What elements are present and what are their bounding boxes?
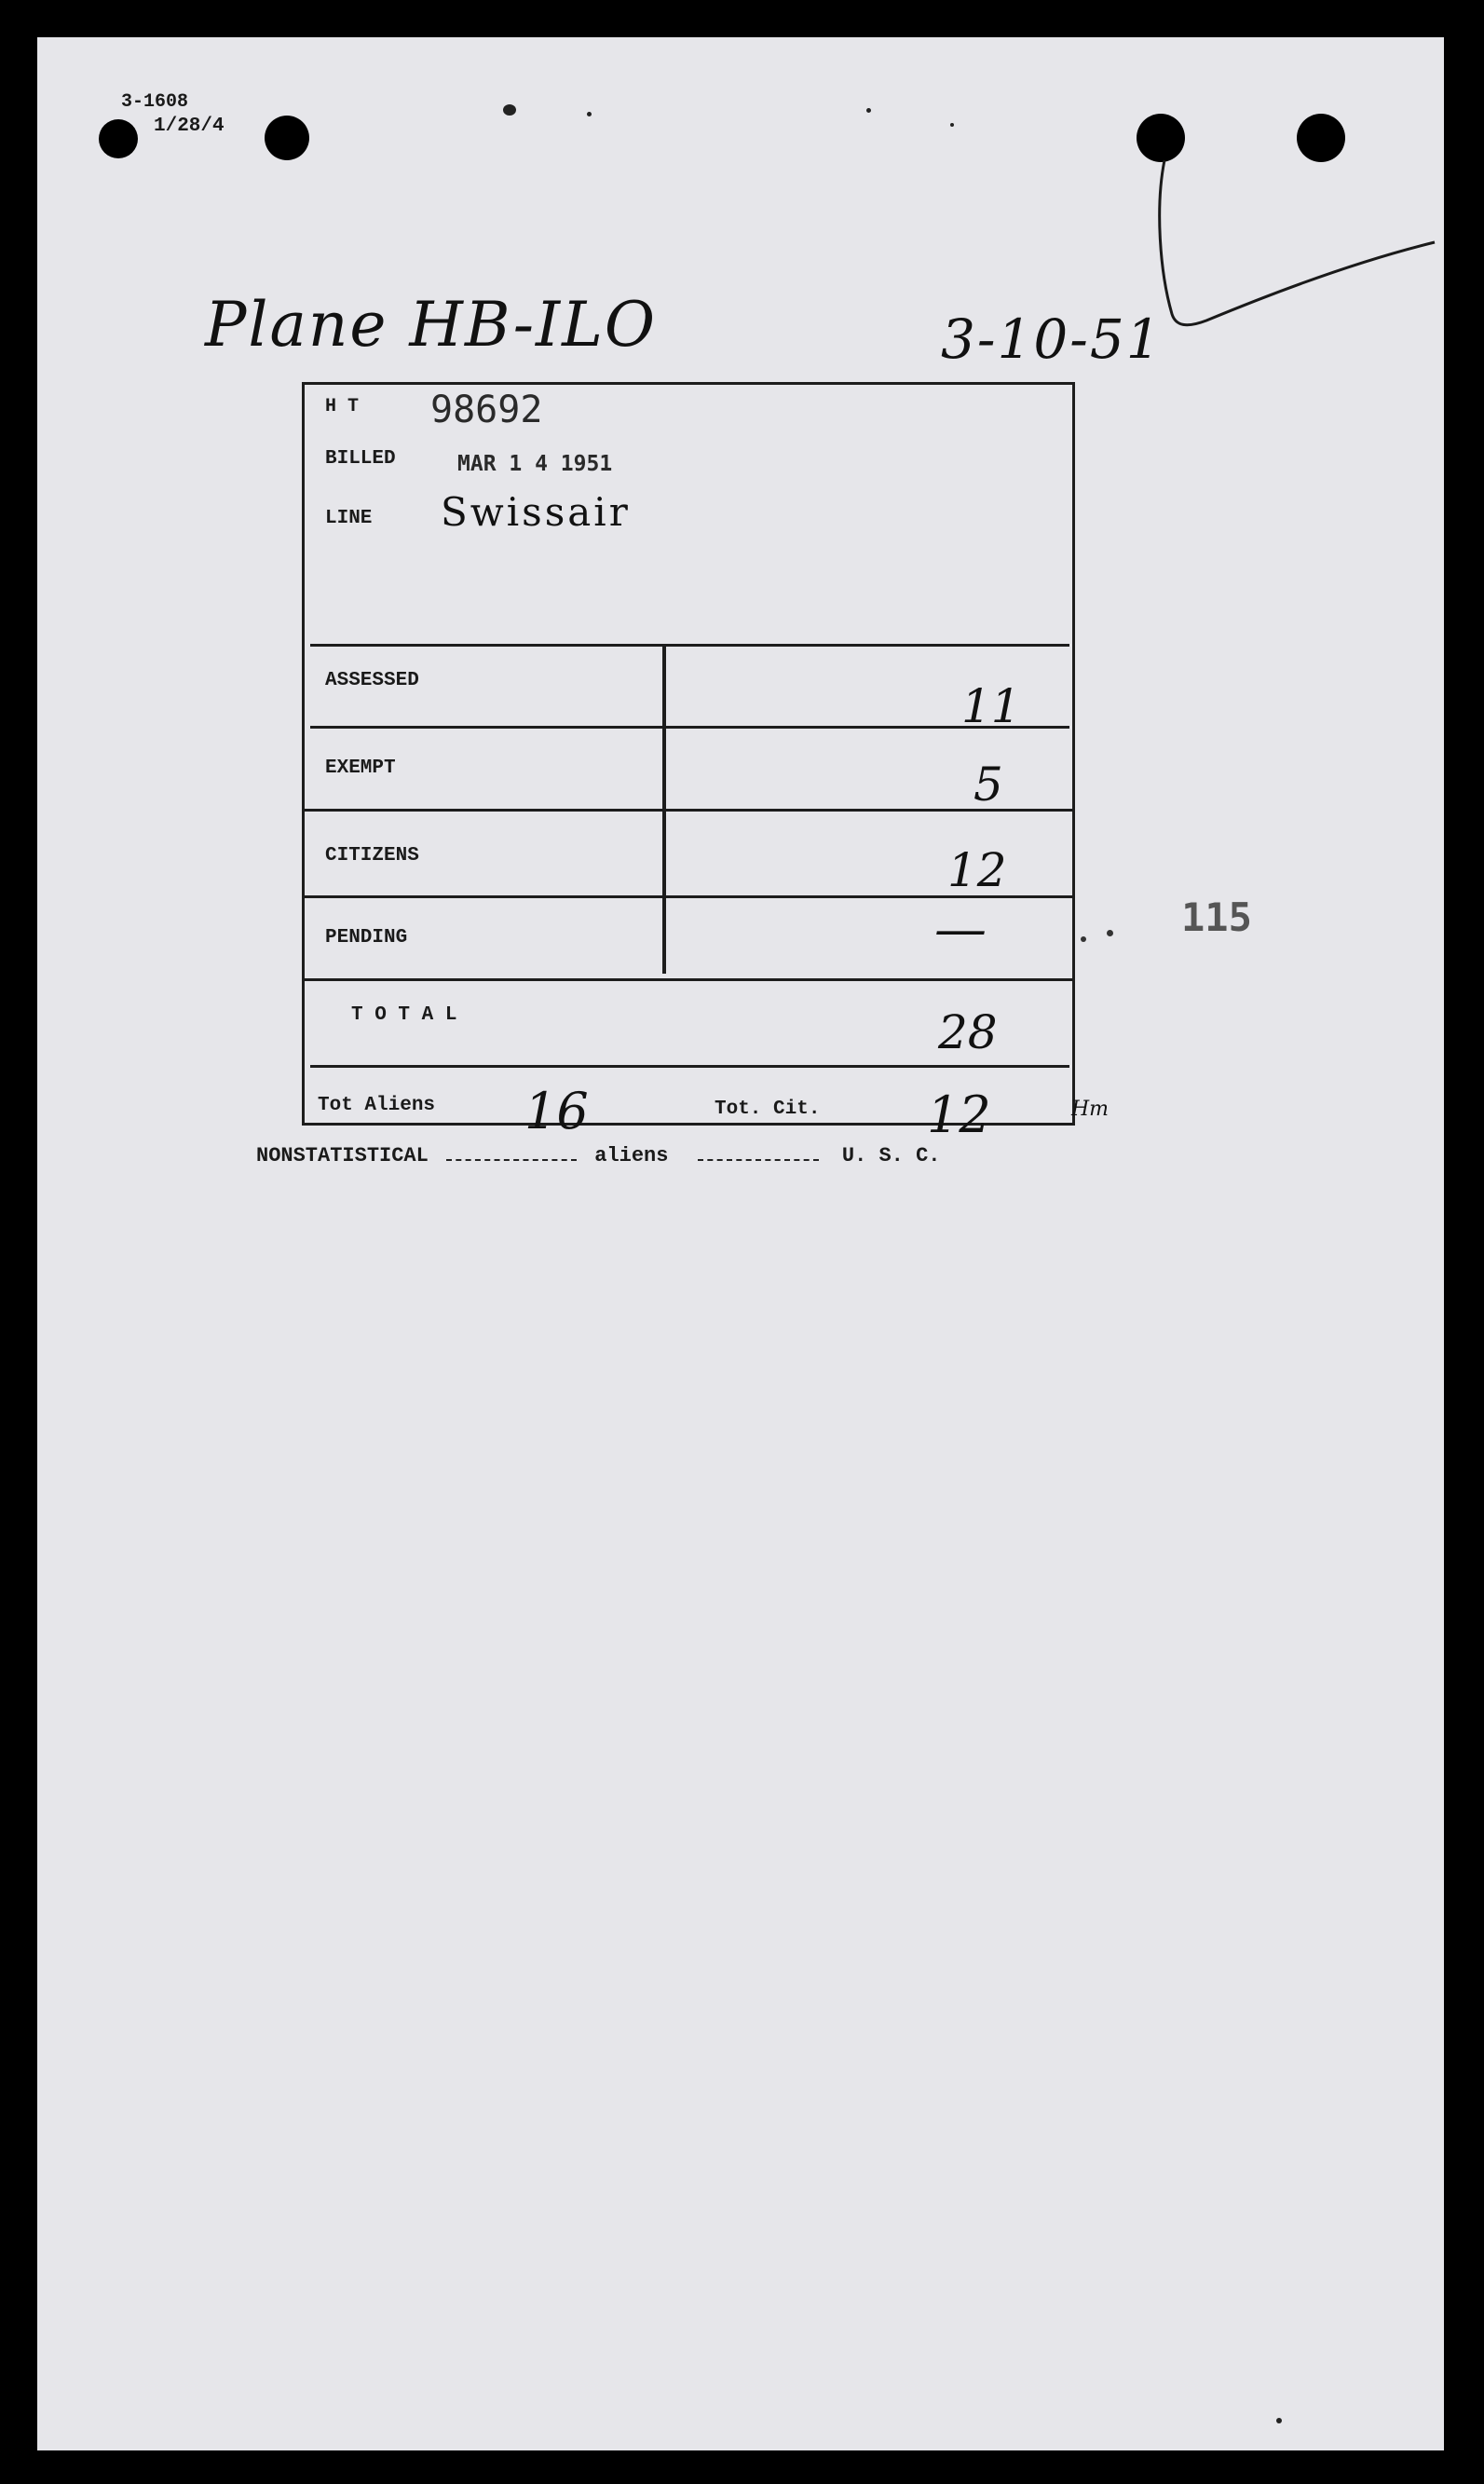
date-handwritten: 3-10-51 [941, 307, 1163, 371]
tot-cit-value: 12 [927, 1085, 991, 1144]
nonstatistical-label: NONSTATISTICAL [256, 1144, 429, 1167]
punch-hole-left-2 [265, 116, 309, 160]
form-number: 3-1608 [121, 91, 189, 113]
row-label-citizens: CITIZENS [325, 845, 419, 867]
line-label: LINE [325, 508, 373, 529]
divider [310, 1065, 1069, 1068]
check-mark-icon [1118, 123, 1444, 365]
divider [305, 809, 1075, 812]
row-value-assessed: 11 [961, 679, 1021, 733]
billed-label: BILLED [325, 448, 396, 470]
side-dots [1081, 936, 1086, 942]
nonstatistical-line [256, 1144, 941, 1167]
divider [310, 644, 1069, 647]
form-date: 1/28/4 [154, 116, 225, 137]
manifest-form-box [302, 382, 1075, 1144]
document-page [37, 37, 1444, 2450]
speck [503, 104, 516, 116]
row-value-citizens: 12 [947, 843, 1007, 897]
column-divider [662, 646, 666, 974]
tot-aliens-value: 16 [524, 1082, 589, 1140]
side-dots [1107, 930, 1113, 936]
ht-label: H T [325, 396, 360, 417]
airline-handwritten: Swissair [441, 489, 631, 535]
row-value-exempt: 5 [973, 757, 1003, 812]
divider [305, 978, 1075, 981]
ht-number: 98692 [430, 389, 543, 431]
billed-date-stamp: MAR 1 4 1951 [457, 452, 613, 476]
total-label: T O T A L [351, 1004, 457, 1026]
nonstatistical-aliens-blank [446, 1159, 577, 1161]
divider [310, 726, 1069, 729]
aliens-label: aliens [594, 1144, 669, 1167]
initials-handwritten: Hm [1071, 1098, 1110, 1121]
speck [587, 112, 592, 116]
nonstatistical-usc-blank [698, 1159, 819, 1161]
punch-hole-left [99, 119, 138, 158]
tot-aliens-label: Tot Aliens [318, 1095, 436, 1116]
tot-cit-label: Tot. Cit. [715, 1099, 821, 1120]
row-label-assessed: ASSESSED [325, 670, 419, 691]
row-label-exempt: EXEMPT [325, 757, 396, 779]
side-number: 115 [1181, 894, 1252, 940]
usc-label: U. S. C. [841, 1144, 941, 1167]
total-value: 28 [938, 1005, 998, 1059]
speck [1276, 2418, 1282, 2423]
row-label-pending: PENDING [325, 927, 408, 949]
plane-id-handwritten: Plane HB-ILO [205, 289, 658, 361]
speck [950, 123, 954, 127]
row-value-pending: — [934, 899, 987, 960]
speck [866, 108, 871, 113]
